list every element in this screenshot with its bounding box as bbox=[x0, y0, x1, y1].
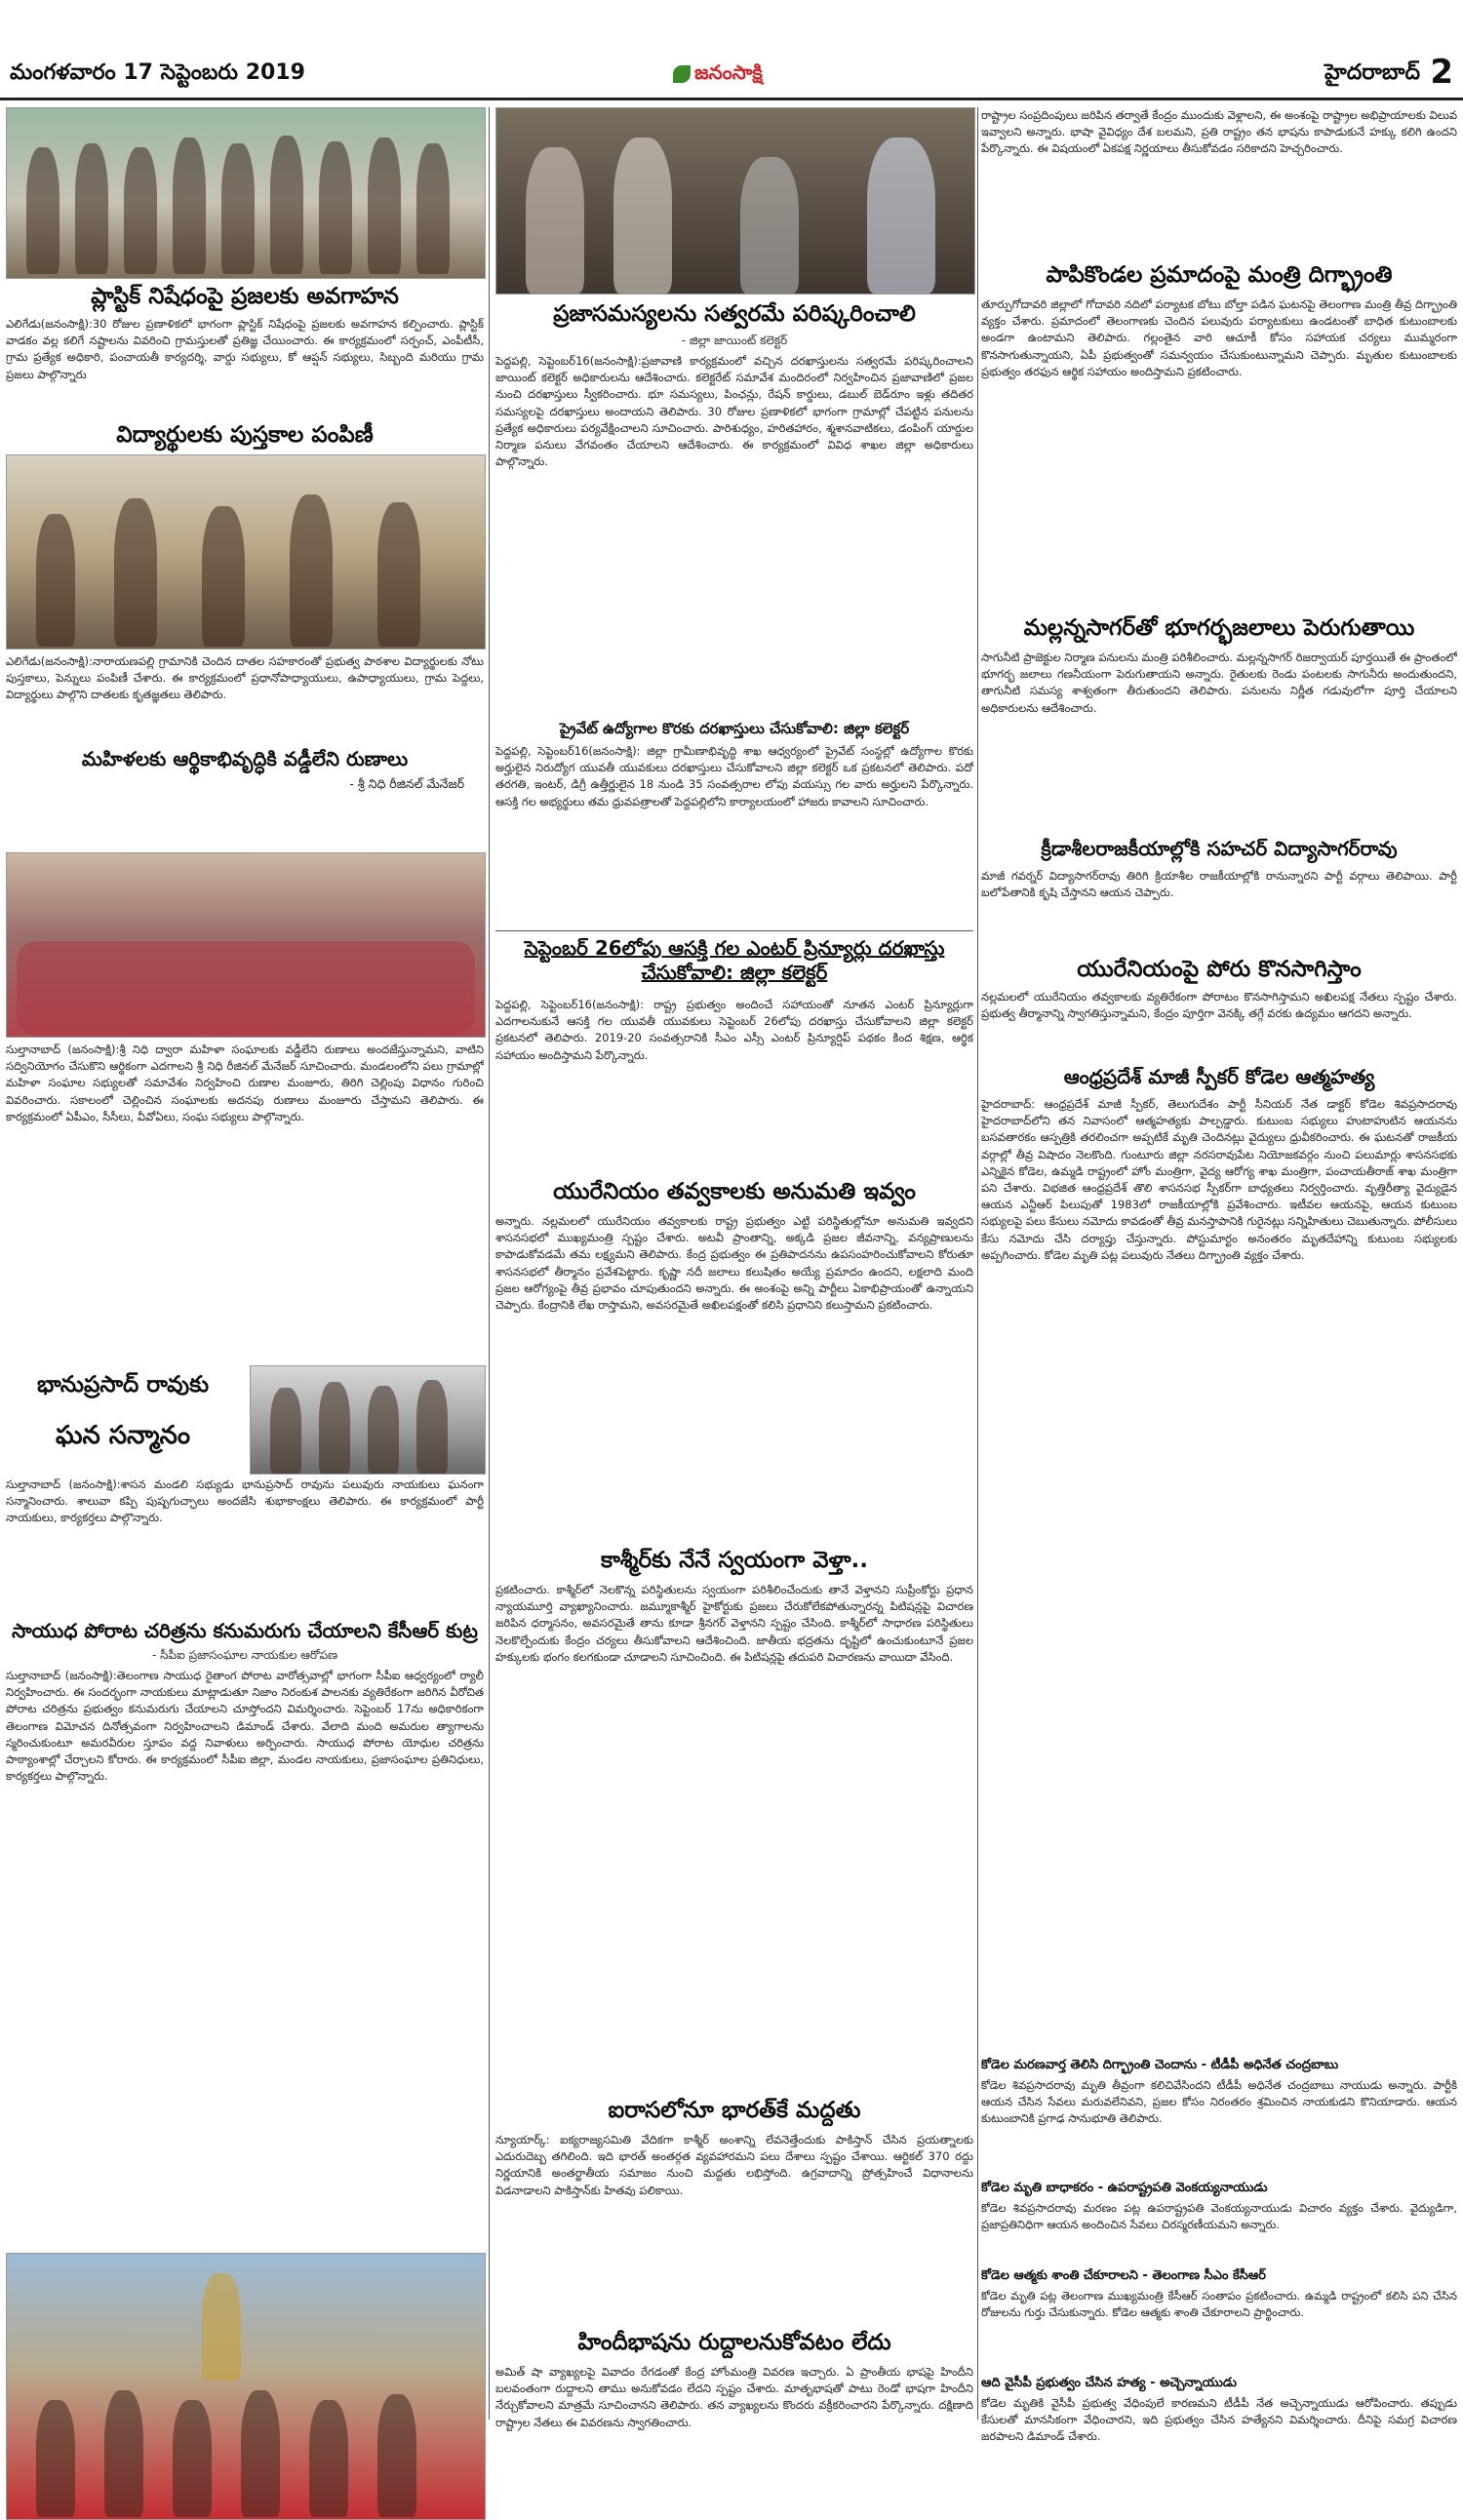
awareness-photo bbox=[6, 107, 486, 279]
byline: - జిల్లా జాయింట్ కలెక్టర్ bbox=[681, 334, 788, 347]
column-divider bbox=[489, 107, 490, 2420]
headline: క్రీడాశీలరాజకీయాల్లోకి సహచర్ విద్యాసాగర్‌రావు bbox=[1041, 837, 1398, 860]
article-body: కోడెల మృతికి వైసీపీ ప్రభుత్వ వేధింపులే కారణమని టీడీపీ నేత అచ్చెన్నాయుడు ఆరోపించారు. తప్పుడు కేసులతో మానసికంగా వేధించారని, ఇది ప్రభుత్వం చేసిన హత్యేనని విమర్శించారు. దీనిపై సమగ్ర విచారణ జరపాలని డిమాండ్ చేశారు. bbox=[981, 2396, 1457, 2444]
article-body: సుల్తానాబాద్ (జనంసాక్షి):శ్రీ నిధి ద్వారా మహిళా సంఘాలకు వడ్డీలేని రుణాలు అందజేస్తున్నామని, వాటిని సద్వినియోగం చేసుకొని ఆర్థికంగా ఎదగాలని శ్రీ నిధి రీజినల్ మేనేజర్ సూచించారు. మండలంలోని పలు గ్రామాల్లో మహిళా సంఘాల సభ్యులతో సమావేశం నిర్వహించి రుణాల మంజూరు, తిరిగి చెల్లింపు విధానం గురించి వివరించారు. సకాలంలో చెల్లించిన సంఘాలకు అదనపు రుణాలు మంజూరు చేస్తామని తెలిపారు. ఈ కార్యక్రమంలో ఏపీఎం, సీసీలు, వీవోఏలు, సంఘ సభ్యులు పాల్గొన్నారు. bbox=[6, 1043, 484, 1123]
headline: యురేనియం తవ్వకాలకు అనుమతి ఇవ్వం bbox=[553, 1179, 916, 1204]
article-body: రాష్ట్రాల సంప్రదింపులు జరిపిన తర్వాతే కేంద్రం ముందుకు వెళ్లాలని, ఈ అంశంపై రాష్ట్రాల అభిప్రాయాలకు విలువ ఇవ్వాలని అన్నారు. భాషా వైవిధ్యం దేశ బలమని, ప్రతి రాష్ట్రం తన భాషను కాపాడుకునే హక్కు కలిగి ఉందని పేర్కొన్నారు. ఈ విషయంలో ఏకపక్ష నిర్ణయాలు తీసుకోవడం సరికాదని హెచ్చరించారు. bbox=[981, 108, 1457, 156]
women-meeting-photo bbox=[6, 852, 486, 1038]
article-body: హైదరాబాద్: ఆంధ్రప్రదేశ్ మాజీ స్పీకర్, తెలుగుదేశం పార్టీ సీనియర్ నేత డాక్టర్ కోడెల శివప్రసాదరావు హైదరాబాద్‌లోని తన నివాసంలో ఆత్మహత్యకు పాల్పడ్డారు. కుటుంబ సభ్యులు హుటాహుటిన ఆయనను బసవతారకం ఆస్పత్రికి తరలించగా అప్పటికే మృతి చెందినట్లు వైద్యులు ధ్రువీకరించారు. ఈ ఘటనతో రాజకీయ వర్గాల్లో తీవ్ర విషాదం నెలకొంది. గుంటూరు జిల్లా నరసరావుపేట నియోజకవర్గం నుంచి పలుమార్లు శాసనసభకు ఎన్నికైన కోడెల, ఉమ్మడి రాష్ట్రంలో హోం మంత్రిగా, వైద్య ఆరోగ్య శాఖ మంత్రిగా, పంచాయతీరాజ్ శాఖ మంత్రిగా పని చేశారు. విభజిత ఆంధ్రప్రదేశ్ తొలి శాసనసభ స్పీకర్‌గా బాధ్యతలు నిర్వర్తించారు. వృత్తిరీత్యా వైద్యుడైన ఆయన ఎన్టీఆర్ పిలుపుతో 1983లో రాజకీయాల్లోకి ప్రవేశించారు. ఇటీవల ఆయనపై, ఆయన కుటుంబ సభ్యులపై పలు కేసులు నమోదు కావడంతో తీవ్ర మనస్తాపానికి గురైనట్లు సన్నిహితులు చెబుతున్నారు. పోలీసులు కేసు నమోదు చేసి దర్యాప్తు చేస్తున్నారు. పోస్టుమార్టం అనంతరం మృతదేహాన్ని కుటుంబ సభ్యులకు అప్పగించారు. కోడెల మృతి పట్ల పలువురు నేతలు దిగ్భ్రాంతి వ్యక్తం చేశారు. bbox=[981, 1097, 1457, 1262]
issue-date: మంగళవారం 17 సెప్టెంబరు 2019 bbox=[10, 60, 305, 85]
headline: ఐరాసలోనూ భారత్‌కే మద్దతు bbox=[608, 2098, 861, 2123]
header-rule bbox=[0, 98, 1463, 100]
article-body: సుల్తానాబాద్ (జనంసాక్షి):తెలంగాణ సాయుధ రైతాంగ పోరాట వారోత్సవాల్లో భాగంగా సీపీఐ ఆధ్వర్యంలో ర్యాలీ నిర్వహించారు. ఈ సందర్భంగా నాయకులు మాట్లాడుతూ నిజాం నిరంకుశ పాలనకు వ్యతిరేకంగా జరిగిన వీరోచిత పోరాట చరిత్రను ప్రభుత్వం కనుమరుగు చేయాలని చూస్తోందని విమర్శించారు. సెప్టెంబర్ 17ను అధికారికంగా తెలంగాణ విమోచన దినోత్సవంగా నిర్వహించాలని డిమాండ్ చేశారు. వేలాది మంది అమరుల త్యాగాలను స్మరించుకుంటూ అమరవీరుల స్తూపం వద్ద నివాళులు అర్పించారు. సాయుధ పోరాట యోధుల చరిత్రను పాఠ్యాంశాల్లో చేర్చాలని కోరారు. ఈ కార్యక్రమంలో సీపీఐ జిల్లా, మండల నాయకులు, ప్రజాసంఘాల ప్రతినిధులు, కార్యకర్తలు పాల్గొన్నారు. bbox=[6, 1669, 484, 1784]
leaf-icon bbox=[673, 65, 691, 83]
headline: ప్రజాసమస్యలను సత్వరమే పరిష్కరించాలి bbox=[553, 301, 916, 327]
article-body: ఎలిగేడు(జనంసాక్షి):నారాయణపల్లి గ్రామానికి చెందిన దాతల సహకారంతో ప్రభుత్వ పాఠశాల విద్యార్థులకు నోటు పుస్తకాలు, పెన్నులు పంపిణీ చేశారు. ఈ కార్యక్రమంలో ప్రధానోపాధ్యాయులు, ఉపాధ్యాయులు, గ్రామ పెద్దలు, విద్యార్థులు పాల్గొని దాతలకు కృతజ్ఞతలు తెలిపారు. bbox=[6, 654, 484, 702]
article-body: తూర్పుగోదావరి జిల్లాలో గోదావరి నదిలో పర్యాటక బోటు బోల్తా పడిన ఘటనపై తెలంగాణ మంత్రి తీవ్ర దిగ్భ్రాంతి వ్యక్తం చేశారు. ప్రమాదంలో తెలంగాణకు చెందిన పలువురు పర్యాటకులు ఉండటంతో బాధిత కుటుంబాలకు అండగా ఉంటామని తెలిపారు. గల్లంతైన వారి ఆచూకీ కోసం సహాయక చర్యలు ముమ్మరంగా కొనసాగుతున్నాయని, ఏపీ ప్రభుత్వంతో సమన్వయం చేసుకుంటున్నామని చెప్పారు. మృతుల కుటుంబాలకు ప్రభుత్వం తరఫున ఆర్థిక సహాయం అందిస్తామని ప్రకటించారు. bbox=[981, 297, 1457, 378]
subheading: కోడెల ఆత్మకు శాంతి చేకూరాలని - తెలంగాణ సీఎం కేసీఆర్ bbox=[981, 2268, 1266, 2283]
headline: మహిళలకు ఆర్థికాభివృద్ధికి వడ్డీలేని రుణాలు bbox=[81, 747, 409, 770]
article-body: కోడెల శివప్రసాదరావు మరణం పట్ల ఉపరాష్ట్రపతి వెంకయ్యనాయుడు విచారం వ్యక్తం చేశారు. వైద్యుడిగా, ప్రజాప్రతినిధిగా ఆయన అందించిన సేవలు చిరస్మరణీయమని అన్నారు. bbox=[981, 2201, 1457, 2232]
books-distribution-photo bbox=[6, 454, 486, 650]
article-body: నల్లమలలో యురేనియం తవ్వకాలకు వ్యతిరేకంగా పోరాటం కొనసాగిస్తామని అఖిలపక్ష నేతలు స్పష్టం చేశారు. ప్రభుత్వ తీర్మానాన్ని స్వాగతిస్తున్నామని, కేంద్రం పూర్తిగా వెనక్కి తగ్గే వరకు ఉద్యమం ఆగదని అన్నారు. bbox=[981, 990, 1457, 1021]
headline: ప్లాస్టిక్ నిషేధంపై ప్రజలకు అవగాహన bbox=[91, 284, 399, 309]
article-body: సుల్తానాబాద్ (జనంసాక్షి):శాసన మండలి సభ్యుడు భానుప్రసాద్ రావును పలువురు నాయకులు ఘనంగా సన్మానించారు. శాలువా కప్పి పుష్పగుచ్ఛాలు అందజేసి శుభాకాంక్షలు తెలిపారు. ఈ కార్యక్రమంలో పార్టీ నాయకులు, కార్యకర్తలు పాల్గొన్నారు. bbox=[6, 1477, 484, 1525]
column-2 bbox=[495, 107, 973, 2429]
headline: సాయుధ పోరాట చరిత్రను కనుమరుగు చేయాలని కేసీఆర్ కుట్ర bbox=[12, 1619, 478, 1642]
column-divider bbox=[977, 107, 978, 2420]
byline: - శ్రీ నిధి రీజినల్ మేనేజర్ bbox=[349, 776, 464, 791]
headline: పాపికొండల ప్రమాదంపై మంత్రి దిగ్భ్రాంతి bbox=[1046, 262, 1393, 288]
rule bbox=[495, 930, 973, 931]
subheading: కోడెల మృతి బాధాకరం - ఉపరాష్ట్రపతి వెంకయ్యనాయుడు bbox=[981, 2181, 1268, 2195]
byline: - సీపీఐ ప్రజాసంఘాల నాయకుల ఆరోపణ bbox=[151, 1648, 338, 1662]
article-body: సాగునీటి ప్రాజెక్టుల నిర్మాణ పనులను మంత్రి పరిశీలించారు. మల్లన్నసాగర్ రిజర్వాయర్ పూర్తయితే ఈ ప్రాంతంలో భూగర్భ జలాలు గణనీయంగా పెరుగుతాయని అన్నారు. రైతులకు రెండు పంటలకు సాగునీరు అందుతుందని, తాగునీటి సమస్య శాశ్వతంగా తీరుతుందని తెలిపారు. పనులను నిర్ణీత గడువులోగా పూర్తి చేయాలని అధికారులను ఆదేశించారు. bbox=[981, 650, 1457, 715]
article-body: కోడెల మృతి పట్ల తెలంగాణ ముఖ్యమంత్రి కేసీఆర్ సంతాపం ప్రకటించారు. ఉమ్మడి రాష్ట్రంలో కలిసి పని చేసిన రోజులను గుర్తు చేసుకున్నారు. కోడెల ఆత్మకు శాంతి చేకూరాలని ప్రార్థించారు. bbox=[981, 2289, 1457, 2320]
article-body: న్యూయార్క్: ఐక్యరాజ్యసమితి వేదికగా కాశ్మీర్ అంశాన్ని లేవనెత్తేందుకు పాకిస్తాన్ చేసిన ప్రయత్నాలకు ఎదురుదెబ్బ తగిలింది. ఇది భారత్ అంతర్గత వ్యవహారమని పలు దేశాలు స్పష్టం చేశాయి. ఆర్టికల్ 370 రద్దు నిర్ణయానికి అంతర్జాతీయ సమాజం నుంచి మద్దతు లభిస్తోంది. ఉగ్రవాదాన్ని ప్రోత్సహించే విధానాలను విడనాడాలని పాకిస్తాన్‌కు హితవు పలికాయి. bbox=[495, 2133, 973, 2197]
article-body: అన్నారు. నల్లమలలో యురేనియం తవ్వకాలకు రాష్ట్ర ప్రభుత్వం ఎట్టి పరిస్థితుల్లోనూ అనుమతి ఇవ్వదని శాసనసభలో ముఖ్యమంత్రి స్పష్టం చేశారు. అటవీ ప్రాంతాన్ని, అక్కడి ప్రజల జీవనాన్ని, వన్యప్రాణులను కాపాడుకోవడమే తమ లక్ష్యమని తెలిపారు. కేంద్ర ప్రభుత్వం ఈ ప్రతిపాదనను ఉపసంహరించుకోవాలని కోరుతూ శాసనసభలో తీర్మానం ప్రవేశపెట్టారు. కృష్ణా నదీ జలాలు కలుషితం అయ్యే ప్రమాదం ఉందని, లక్షలాది మంది ప్రజల ఆరోగ్యంపై తీవ్ర ప్రభావం చూపుతుందని అన్నారు. ఈ అంశంపై అన్ని పార్టీలు ఏకాభిప్రాయంతో ఉన్నాయని చెప్పారు. కేంద్రానికి లేఖ రాస్తామని, అవసరమైతే అఖిలపక్షంతో కలిసి ప్రధానిని కలుస్తామని ప్రకటించారు. bbox=[495, 1214, 973, 1313]
article-body: పెద్దపల్లి, సెప్టెంబర్16(జనంసాక్షి): రాష్ట్ర ప్రభుత్వం అందించే సహాయంతో నూతన ఎంటర్ ప్రిన్యూర్లుగా ఎదగాలనుకునే ఆసక్తి గల యువతీ యువకులు సెప్టెంబర్ 26లోపు దరఖాస్తు చేసుకోవాలని జిల్లా కలెక్టర్ ప్రకటనలో తెలిపారు. 2019-20 సంవత్సరానికి సీఎం ఎస్సీ ఎంటర్ ప్రిన్యూర్షిప్ పథకం కింద శిక్షణ, ఆర్థిక సహాయం అందిస్తామని పేర్కొన్నారు. bbox=[495, 998, 973, 1062]
headline: సెప్టెంబర్ 26లోపు ఆసక్తి గల ఎంటర్ ప్రిన్యూర్లు దరఖాస్తు చేసుకోవాలి: జిల్లా కలెక్టర్ bbox=[524, 936, 945, 984]
headline: హిందీభాషను రుద్దాలనుకోవటం లేదు bbox=[577, 2330, 891, 2355]
headline: విద్యార్థులకు పుస్తకాల పంపిణీ bbox=[116, 422, 374, 448]
newspaper-logo bbox=[673, 59, 790, 90]
subheading: ఆది వైసీపీ ప్రభుత్వం చేసిన హత్య - అచ్చెన్నాయుడు bbox=[981, 2376, 1238, 2390]
article-body: మాజీ గవర్నర్ విద్యాసాగర్‌రావు తిరిగి క్రియాశీల రాజకీయాల్లోకి రానున్నారని పార్టీ వర్గాలు తెలిపాయి. పార్టీ బలోపేతానికి కృషి చేస్తానని ఆయన చెప్పారు. bbox=[981, 869, 1457, 900]
column-3 bbox=[981, 107, 1457, 2444]
headline: మల్లన్నసాగర్‌తో భూగర్భజలాలు పెరుగుతాయి bbox=[1023, 615, 1415, 641]
headline: ఘన సన్మానం bbox=[55, 1421, 191, 1450]
subheading: కోడెల మరణవార్త తెలిసి దిగ్భ్రాంతి చెందాను - టీడీపీ అధినేత చంద్రబాబు bbox=[981, 2058, 1339, 2072]
column-1 bbox=[6, 107, 484, 2420]
article-body: అమిత్ షా వ్యాఖ్యలపై వివాదం రేగడంతో కేంద్ర హోంమంత్రి వివరణ ఇచ్చారు. ఏ ప్రాంతీయ భాషపై హిందీని బలవంతంగా రుద్దాలని తాము అనుకోవడం లేదని స్పష్టం చేశారు. మాతృభాషతో పాటు రెండో భాషగా హిందీని నేర్చుకోవాలని మాత్రమే సూచించానని తెలిపారు. తన వ్యాఖ్యలను కొందరు వక్రీకరించారని పేర్కొన్నారు. దక్షిణాది రాష్ట్రాల నేతలు ఈ వివరణను స్వాగతించారు. bbox=[495, 2365, 973, 2429]
article-body: పెద్దపల్లి, సెప్టెంబర్16(జనంసాక్షి):ప్రజావాణి కార్యక్రమంలో వచ్చిన దరఖాస్తులను సత్వరమే పరిష్కరించాలని జాయింట్ కలెక్టర్ అధికారులను ఆదేశించారు. కలెక్టరేట్ సమావేశ మందిరంలో నిర్వహించిన ప్రజావాణిలో ప్రజల నుంచి దరఖాస్తులు స్వీకరించారు. భూ సమస్యలు, పింఛన్లు, రేషన్ కార్డులు, డబుల్ బెడ్‌రూం ఇళ్లు తదితర సమస్యలపై దరఖాస్తులు అందాయని తెలిపారు. 30 రోజుల ప్రణాళికలో భాగంగా గ్రామాల్లో చేపట్టిన పనులను ప్రత్యేక అధికారులు పర్యవేక్షించాలని సూచించారు. పారిశుధ్యం, హరితహారం, శ్మశానవాటికలు, డంపింగ్ యార్డుల నిర్మాణ పనులు వేగవంతం చేయాలని ఆదేశించారు. ఈ కార్యక్రమంలో వివిధ శాఖల జిల్లా అధికారులు పాల్గొన్నారు. bbox=[495, 354, 973, 469]
article-body: ప్రకటించారు. కాశ్మీర్‌లో నెలకొన్న పరిస్థితులను స్వయంగా పరిశీలించేందుకు తానే వెళ్తానని సుప్రీంకోర్టు ప్రధాన న్యాయమూర్తి వ్యాఖ్యానించారు. జమ్మూకాశ్మీర్ హైకోర్టుకు ప్రజలు చేరుకోలేకపోతున్నారన్న పిటిషన్లపై విచారణ జరిపిన ధర్మాసనం, అవసరమైతే తాను కూడా శ్రీనగర్ వెళ్తానని స్పష్టం చేసింది. కాశ్మీర్‌లో సాధారణ పరిస్థితులు నెలకొల్పేందుకు కేంద్రం చర్యలు తీసుకోవాలని ఆదేశించింది. జాతీయ భద్రతను దృష్టిలో ఉంచుకుంటూనే ప్రజల హక్కులకు భంగం కలగకుండా చూడాలని సూచించింది. ఈ పిటిషన్లపై తదుపరి విచారణను వాయిదా వేసింది. bbox=[495, 1583, 973, 1664]
headline: కాశ్మీర్‌కు నేనే స్వయంగా వెళ్తా.. bbox=[600, 1548, 869, 1573]
logo-text: జనంసాక్షి bbox=[694, 59, 763, 84]
felicitation-photo bbox=[250, 1365, 486, 1475]
headline: ఆంధ్రప్రదేశ్ మాజీ స్పీకర్ కోడెల ఆత్మహత్య bbox=[1063, 1065, 1375, 1088]
rally-photo bbox=[6, 2253, 486, 2520]
headline: భానుప్రసాద్ రావుకు bbox=[36, 1372, 210, 1398]
meeting-photo bbox=[495, 107, 975, 295]
article-body: ఎలిగేడు(జనంసాక్షి):30 రోజుల ప్రణాళికలో భాగంగా ప్లాస్టిక్ నిషేధంపై ప్రజలకు అవగాహన కల్పించారు. ప్లాస్టిక్ వాడకం వల్ల కలిగే నష్టాలను వివరించి గ్రామస్తులతో ప్రతిజ్ఞ చేయించారు. ఈ కార్యక్రమంలో సర్పంచ్, ఎంపీటీసీ, గ్రామ ప్రత్యేక అధికారి, పంచాయతీ కార్యదర్శి, వార్డు సభ్యులు, కో ఆప్షన్ సభ్యులు, సిబ్బంది మరియు గ్రామ ప్రజలు పాల్గొన్నారు bbox=[6, 317, 484, 381]
page-number: 2 bbox=[1430, 53, 1453, 92]
masthead bbox=[0, 0, 1463, 101]
headline: యురేనియంపై పోరు కొనసాగిస్తాం bbox=[1077, 957, 1362, 982]
article-body: కోడెల శివప్రసాదరావు మృతి తీవ్రంగా కలిచివేసిందని టీడీపీ అధినేత చంద్రబాబు నాయుడు అన్నారు. పార్టీకి ఆయన చేసిన సేవలు మరువలేనివని, ప్రజల కోసం నిరంతరం శ్రమించిన నాయకుడని కొనియాడారు. ఆయన కుటుంబానికి ప్రగాఢ సానుభూతి తెలిపారు. bbox=[981, 2078, 1457, 2126]
edition-city: హైదరాబాద్ bbox=[1325, 60, 1420, 85]
headline: ప్రైవేట్ ఉద్యోగాల కొరకు దరఖాస్తులు చేసుకోవాలి: జిల్లా కలెక్టర్ bbox=[559, 720, 910, 737]
article-body: పెద్దపల్లి, సెప్టెంబర్16(జనంసాక్షి): జిల్లా గ్రామీణాభివృద్ధి శాఖ ఆధ్వర్యంలో ప్రైవేట్ సంస్థల్లో ఉద్యోగాల కొరకు అర్హులైన నిరుద్యోగ యువతీ యువకులు దరఖాస్తులు చేసుకోవాలని జిల్లా కలెక్టర్ ఒక ప్రకటనలో తెలిపారు. పదో తరగతి, ఇంటర్, డిగ్రీ ఉత్తీర్ణులైన 18 నుండి 35 సంవత్సరాల లోపు వయస్సు గల వారు అర్హులని పేర్కొన్నారు. ఆసక్తి గల అభ్యర్థులు తమ ధ్రువపత్రాలతో పెద్దపల్లిలోని కార్యాలయంలో హాజరు కావాలని సూచించారు. bbox=[495, 744, 973, 808]
